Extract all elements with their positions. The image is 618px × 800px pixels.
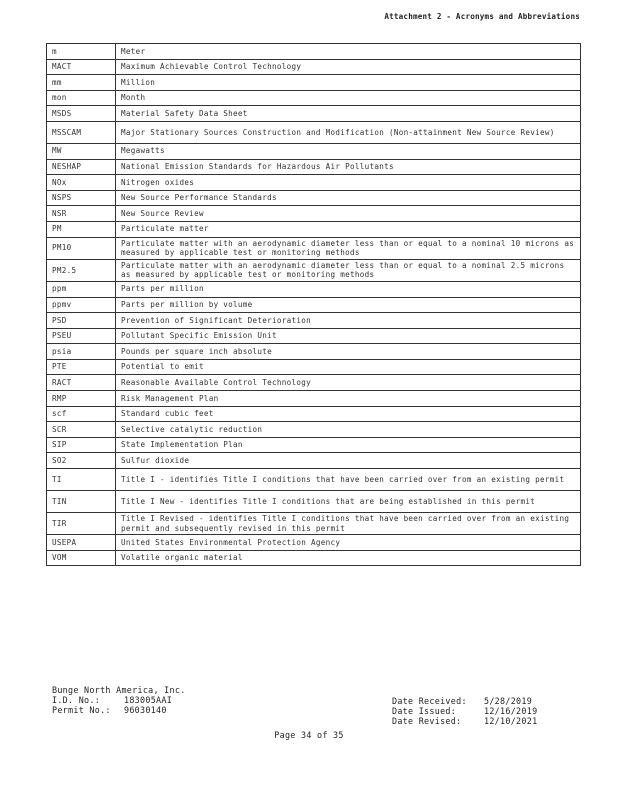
permit-number-line <box>52 705 186 715</box>
acronym-term: SO2 <box>47 453 116 469</box>
table-row <box>47 281 581 297</box>
acronym-term: MACT <box>47 59 116 75</box>
table-row <box>47 375 581 391</box>
acronym-definition: Particulate matter with an aerodynamic diameter less than or equal to a nominal 2.5 microns as measured by applicable test or monitoring methods <box>116 259 581 281</box>
acronym-term: m <box>47 44 116 60</box>
acronym-definition: Meter <box>116 44 581 60</box>
table-row <box>47 313 581 329</box>
acronym-term: NSPS <box>47 190 116 206</box>
acronym-definition: Reasonable Available Control Technology <box>116 375 581 391</box>
table-row <box>47 406 581 422</box>
acronym-term: PM <box>47 221 116 237</box>
table-row <box>47 221 581 237</box>
date-issued-line <box>392 706 537 716</box>
table-row <box>47 143 581 159</box>
date-issued-value: 12/16/2019 <box>484 706 538 717</box>
company-name: Bunge North America, Inc. <box>52 685 186 695</box>
date-revised-label: Date Revised: <box>392 716 462 727</box>
acronym-term: MSSCAM <box>47 121 116 143</box>
permit-number-label: Permit No.: <box>52 705 111 716</box>
acronym-term: MW <box>47 143 116 159</box>
table-row <box>47 513 581 535</box>
id-number-value: 183005AAI <box>124 695 173 706</box>
table-row <box>47 437 581 453</box>
acronym-definition: New Source Review <box>116 206 581 222</box>
acronym-term: VOM <box>47 550 116 566</box>
table-row <box>47 259 581 281</box>
table-row <box>47 175 581 191</box>
table-row <box>47 422 581 438</box>
table-row <box>47 159 581 175</box>
acronym-definition: Particulate matter <box>116 221 581 237</box>
acronym-term: TIR <box>47 513 116 535</box>
acronym-definition: National Emission Standards for Hazardous Air Pollutants <box>116 159 581 175</box>
acronym-term: NOx <box>47 175 116 191</box>
date-received-label: Date Received: <box>392 696 467 706</box>
id-number-line <box>52 695 186 705</box>
acronyms-table-body <box>47 44 581 566</box>
acronym-definition: Month <box>116 90 581 106</box>
acronym-definition: Pounds per square inch absolute <box>116 344 581 360</box>
acronym-term: scf <box>47 406 116 422</box>
date-received-line <box>392 696 537 706</box>
acronym-definition: Maximum Achievable Control Technology <box>116 59 581 75</box>
acronym-term: SCR <box>47 422 116 438</box>
footer-left <box>52 685 186 716</box>
page-header: Attachment 2 - Acronyms and Abbreviations <box>384 12 580 21</box>
acronym-term: psia <box>47 344 116 360</box>
acronym-definition: Sulfur dioxide <box>116 453 581 469</box>
acronym-term: MSDS <box>47 106 116 122</box>
acronym-term: PTE <box>47 359 116 375</box>
acronym-definition: Particulate matter with an aerodynamic diameter less than or equal to a nominal 10 microns as measured by applicable test or monitoring methods <box>116 237 581 259</box>
acronym-term: RMP <box>47 391 116 407</box>
table-row <box>47 190 581 206</box>
table-row <box>47 344 581 360</box>
acronym-definition: Title I - identifies Title I conditions that have been carried over from an existing permit <box>116 469 581 491</box>
acronym-term: ppmv <box>47 297 116 313</box>
acronym-term: mm <box>47 75 116 91</box>
table-row <box>47 297 581 313</box>
table-row <box>47 453 581 469</box>
acronym-term: PM10 <box>47 237 116 259</box>
acronym-term: SIP <box>47 437 116 453</box>
acronym-definition: Major Stationary Sources Construction and Modification (Non-attainment New Source Review) <box>116 121 581 143</box>
date-received-value: 5/28/2019 <box>484 696 533 706</box>
date-revised-value: 12/10/2021 <box>484 716 538 727</box>
footer-right <box>392 696 537 727</box>
acronyms-table <box>46 43 581 566</box>
acronym-term: PSD <box>47 313 116 329</box>
acronym-definition: Prevention of Significant Deterioration <box>116 313 581 329</box>
acronym-definition: Parts per million by volume <box>116 297 581 313</box>
table-row <box>47 121 581 143</box>
table-row <box>47 237 581 259</box>
acronym-definition: Title I New - identifies Title I conditions that are being established in this permit <box>116 491 581 513</box>
date-revised-line <box>392 716 537 726</box>
table-row <box>47 535 581 551</box>
acronym-term: NESHAP <box>47 159 116 175</box>
table-row <box>47 75 581 91</box>
acronym-definition: Potential to emit <box>116 359 581 375</box>
id-number-label: I.D. No.: <box>52 695 101 706</box>
acronym-definition: Megawatts <box>116 143 581 159</box>
acronym-term: RACT <box>47 375 116 391</box>
table-row <box>47 491 581 513</box>
acronym-term: TIN <box>47 491 116 513</box>
acronym-definition: Nitrogen oxides <box>116 175 581 191</box>
table-row <box>47 44 581 60</box>
permit-number-value: 96030140 <box>124 705 167 716</box>
acronym-definition: New Source Performance Standards <box>116 190 581 206</box>
table-row <box>47 328 581 344</box>
page-number: Page 34 of 35 <box>274 730 344 740</box>
acronym-definition: Risk Management Plan <box>116 391 581 407</box>
table-row <box>47 59 581 75</box>
table-row <box>47 106 581 122</box>
acronym-term: TI <box>47 469 116 491</box>
table-row <box>47 90 581 106</box>
acronym-term: PSEU <box>47 328 116 344</box>
table-row <box>47 550 581 566</box>
acronym-definition: Pollutant Specific Emission Unit <box>116 328 581 344</box>
acronym-definition: State Implementation Plan <box>116 437 581 453</box>
acronym-definition: Volatile organic material <box>116 550 581 566</box>
acronym-term: ppm <box>47 281 116 297</box>
table-row <box>47 206 581 222</box>
acronym-definition: Million <box>116 75 581 91</box>
table-row <box>47 391 581 407</box>
table-row <box>47 359 581 375</box>
acronym-definition: United States Environmental Protection Agency <box>116 535 581 551</box>
acronym-definition: Standard cubic feet <box>116 406 581 422</box>
acronym-term: mon <box>47 90 116 106</box>
acronym-term: PM2.5 <box>47 259 116 281</box>
acronym-definition: Title I Revised - identifies Title I conditions that have been carried over from an existing permit and subsequently revised in this permit <box>116 513 581 535</box>
acronym-definition: Material Safety Data Sheet <box>116 106 581 122</box>
date-issued-label: Date Issued: <box>392 706 457 717</box>
acronym-definition: Selective catalytic reduction <box>116 422 581 438</box>
table-row <box>47 469 581 491</box>
acronym-term: NSR <box>47 206 116 222</box>
acronym-definition: Parts per million <box>116 281 581 297</box>
acronym-term: USEPA <box>47 535 116 551</box>
